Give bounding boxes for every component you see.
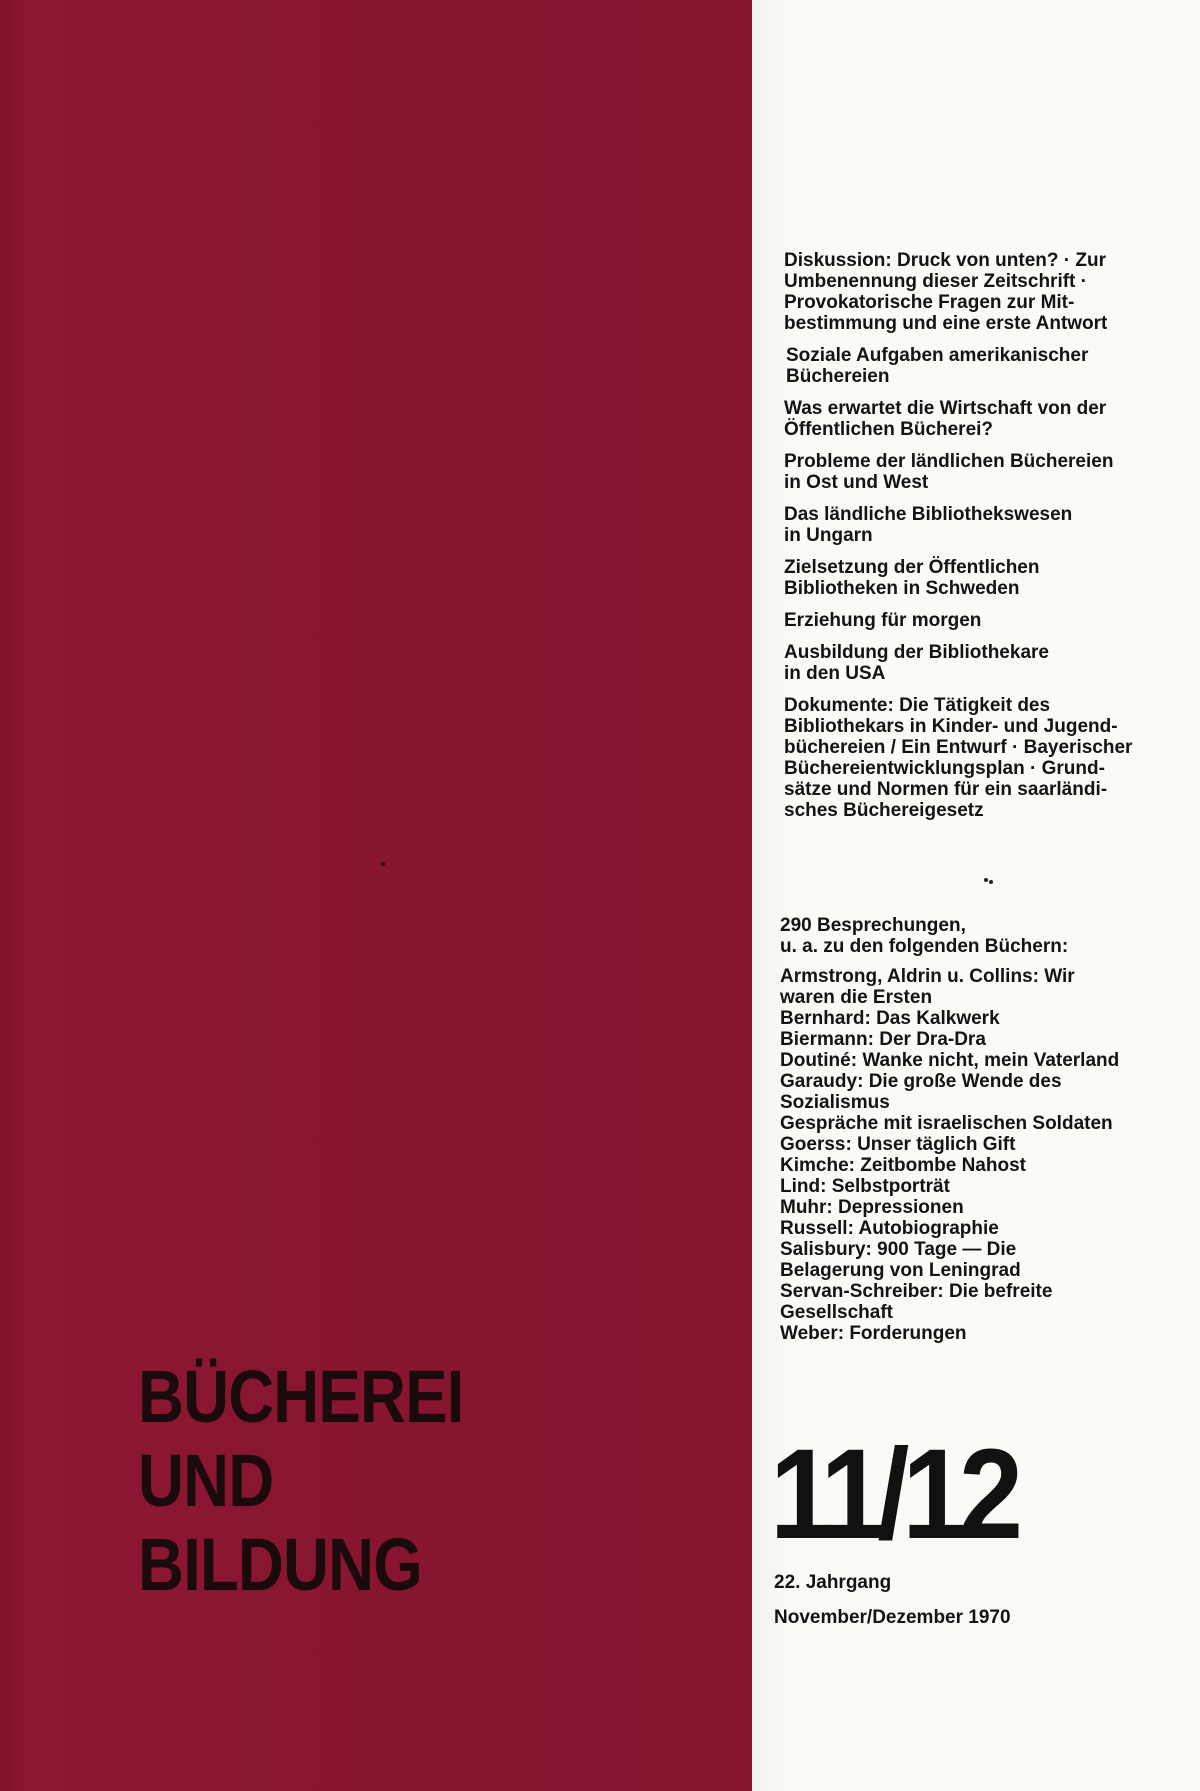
journal-title-line-3: BILDUNG (138, 1523, 422, 1606)
print-speck (381, 862, 385, 866)
toc-entry: Das ländliche Bibliothekswesen in Ungarn (784, 504, 1073, 546)
review-item: Bernhard: Das Kalkwerk (780, 1008, 1000, 1029)
reviews-heading: 290 Besprechungen, u. a. zu den folgenden Büchern: (780, 915, 1069, 957)
review-item: Gespräche mit israelischen Soldaten (780, 1113, 1113, 1134)
review-item: Weber: Forderungen (780, 1323, 967, 1344)
journal-title-line-2: UND (138, 1439, 274, 1522)
toc-entry: Diskussion: Druck von unten? · Zur Umbenennung dieser Zeitschrift · Provokatorische Fragen zur Mit- bestimmung und eine erste Antwort (784, 250, 1108, 334)
review-item: Garaudy: Die große Wende des Sozialismus (780, 1071, 1062, 1113)
toc-entry: Dokumente: Die Tätigkeit des Bibliothekars in Kinder- und Jugend- büchereien / Ein Entwurf · Bayerischer Büchereientwicklungsplan · Grund- sätze und Normen für ein saarländi- sches Büchereigesetz (784, 695, 1133, 821)
review-item: Armstrong, Aldrin u. Collins: Wir waren die Ersten (780, 966, 1075, 1008)
review-item: Servan-Schreiber: Die befreite Gesellschaft (780, 1281, 1053, 1323)
review-item: Goerss: Unser täglich Gift (780, 1134, 1016, 1155)
review-item: Lind: Selbstporträt (780, 1176, 950, 1197)
toc-entry: Soziale Aufgaben amerikanischer Büchereien (786, 345, 1089, 387)
toc-entry: Erziehung für morgen (784, 610, 982, 631)
review-item: Biermann: Der Dra-Dra (780, 1029, 986, 1050)
journal-title-line-1: BÜCHEREI (138, 1355, 464, 1438)
review-item: Muhr: Depressionen (780, 1197, 964, 1218)
review-item: Kimche: Zeitbombe Nahost (780, 1155, 1026, 1176)
review-item: Russell: Autobiographie (780, 1218, 999, 1239)
review-item: Salisbury: 900 Tage — Die Belagerung von Leningrad (780, 1239, 1021, 1281)
review-item: Doutiné: Wanke nicht, mein Vaterland (780, 1050, 1120, 1071)
toc-entry: Ausbildung der Bibliothekare in den USA (784, 642, 1049, 684)
reviews-section (780, 915, 1190, 1344)
issue-number: 11/12 (770, 1423, 1016, 1566)
print-speck (984, 878, 994, 884)
journal-title (138, 1355, 620, 1607)
toc-entry: Probleme der ländlichen Büchereien in Ost und West (784, 451, 1114, 493)
table-of-contents (784, 250, 1184, 832)
volume-label: 22. Jahrgang (774, 1572, 892, 1593)
toc-entry: Zielsetzung der Öffentlichen Bibliotheken in Schweden (784, 557, 1040, 599)
toc-entry: Was erwartet die Wirtschaft von der Öffentlichen Bücherei? (784, 398, 1107, 440)
issue-date: November/Dezember 1970 (774, 1607, 1011, 1628)
